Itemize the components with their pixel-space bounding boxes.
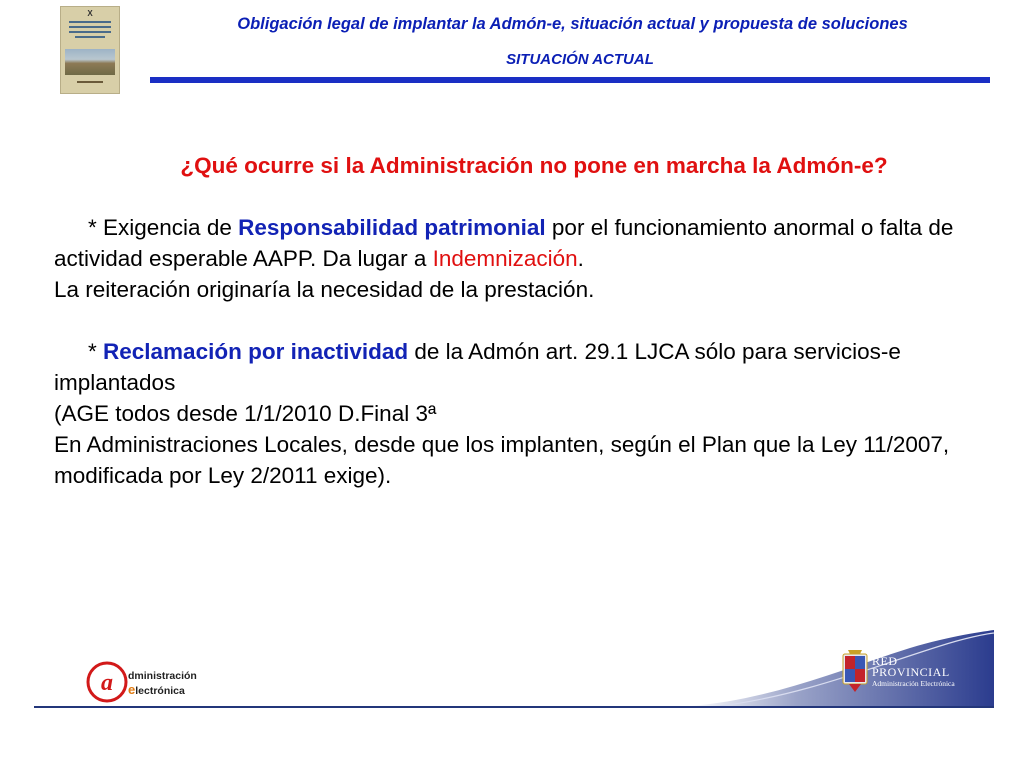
cover-text-line — [77, 81, 103, 83]
cover-text-line — [69, 26, 111, 28]
ae-logo-line1: dministración — [128, 670, 197, 682]
p2-suffix: de la Admón art. 29.1 LJCA sólo para servicios-e implantados — [54, 339, 901, 395]
spacer — [54, 305, 994, 336]
slide-body — [54, 150, 994, 491]
slide-title: Obligación legal de implantar la Admón-e, situación actual y propuesta de soluciones — [237, 15, 908, 33]
rp-line2: PROVINCIAL — [872, 665, 950, 679]
p2-prefix: * — [88, 339, 104, 364]
p1-highlight-red: Indemnización — [432, 246, 578, 271]
red-provincial-text — [872, 656, 955, 689]
p1-prefix: * Exigencia de — [88, 215, 239, 240]
book-cover-thumbnail — [60, 6, 120, 94]
question-heading: ¿Qué ocurre si la Administración no pone en marcha la Admón-e? — [180, 153, 888, 178]
paragraph-responsabilidad — [54, 212, 994, 274]
paragraph-reclamacion — [54, 336, 994, 398]
p2-highlight: Reclamación por inactividad — [103, 339, 409, 364]
slide-subtitle: SITUACIÓN ACTUAL — [506, 51, 654, 68]
p1-middle: por el funcionamiento anormal o falta de actividad esperable AAPP. Da lugar a — [54, 215, 954, 271]
rp-line3: Administración Electrónica — [872, 679, 955, 688]
p1-line2: La reiteración originaría la necesidad de la prestación. — [54, 277, 595, 302]
coat-of-arms-icon — [840, 648, 870, 698]
cover-text-line — [69, 31, 111, 33]
ae-logo-e: e — [128, 682, 136, 697]
ae-logo-line2-text: lectrónica — [135, 685, 185, 697]
cover-landscape-image — [65, 49, 115, 75]
cover-text-line — [69, 21, 111, 23]
cover-text-line — [75, 36, 105, 38]
svg-text:a: a — [101, 670, 113, 696]
p1-highlight: Responsabilidad patrimonial — [238, 215, 546, 240]
p2-line3: En Administraciones Locales, desde que los implanten, según el Plan que la Ley 11/2007, modificada por Ley 2/2011 exige). — [54, 432, 950, 488]
ae-logo-line2 — [128, 683, 197, 698]
p2-line2: (AGE todos desde 1/1/2010 D.Final 3ª — [54, 401, 437, 426]
at-sign-icon — [85, 660, 131, 704]
ae-logo-text — [128, 670, 197, 698]
footer-divider — [34, 706, 994, 708]
cover-mark: X — [87, 9, 93, 18]
header-divider — [150, 77, 990, 83]
rp-line1: RED — [872, 654, 898, 668]
p1-suffix: . — [577, 246, 584, 271]
